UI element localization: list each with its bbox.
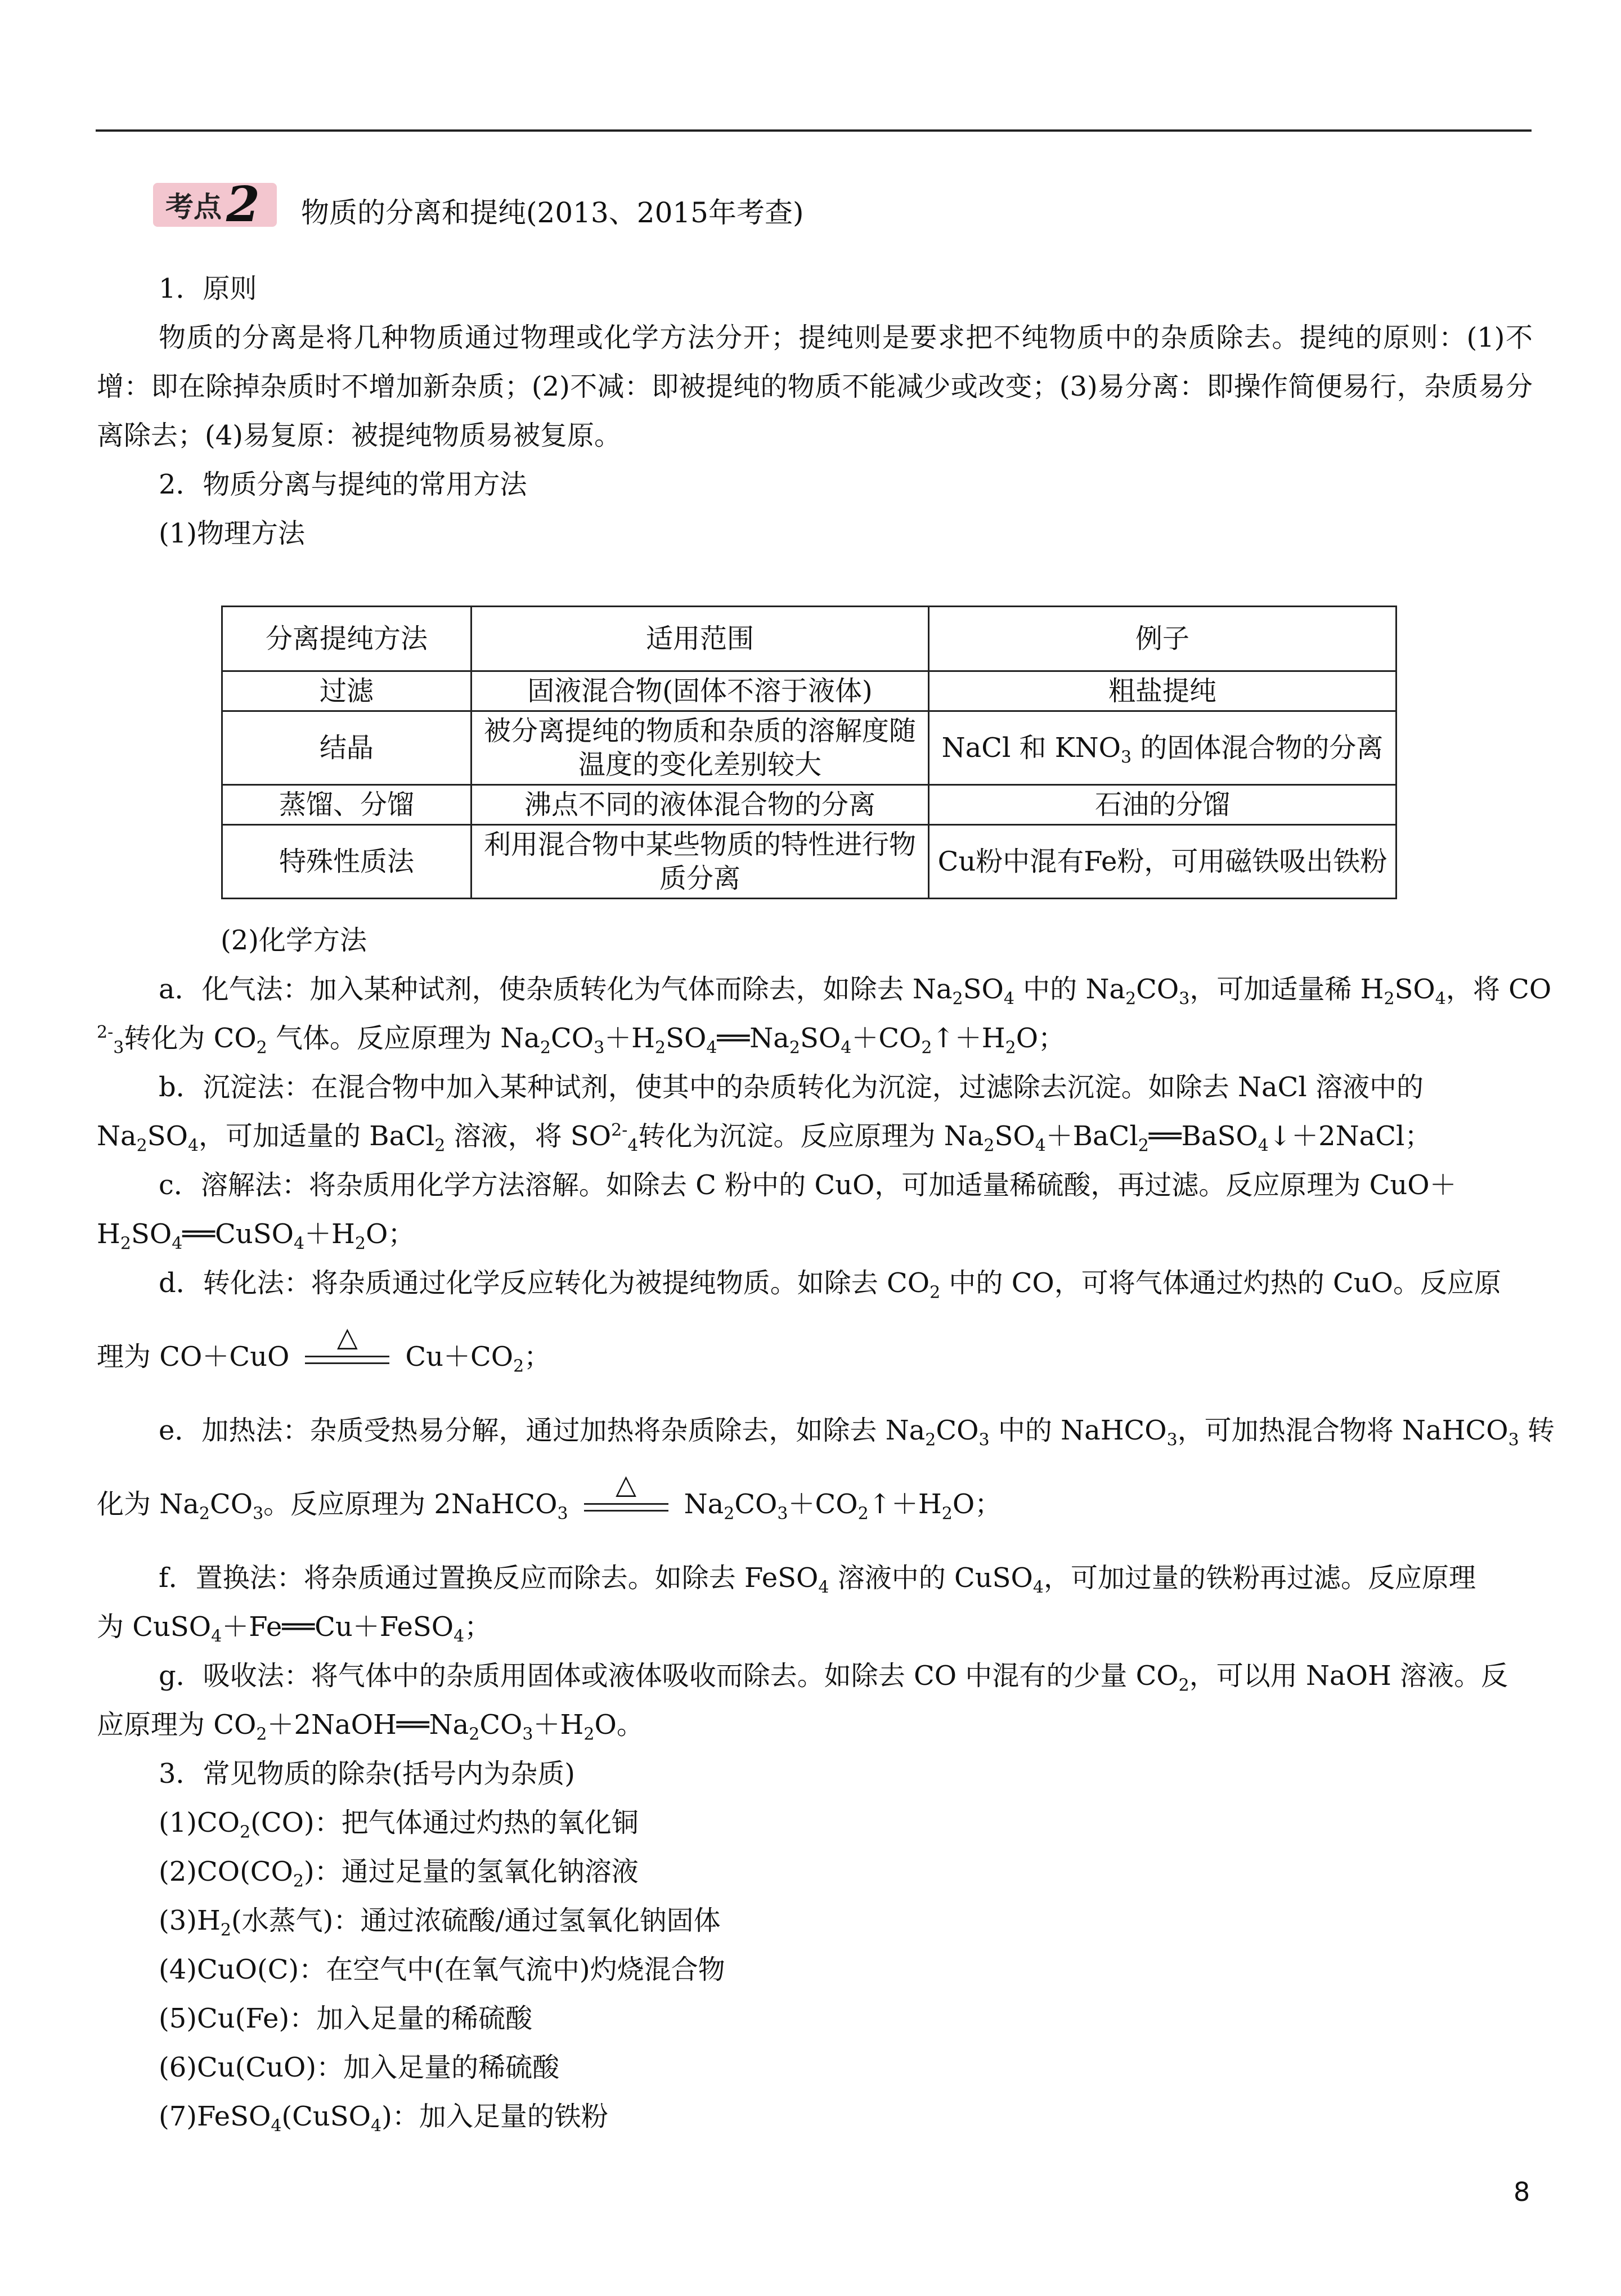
section-tag (153, 176, 277, 233)
method-d: d．转化法：将杂质通过化学反应转化为被提纯物质。如除去 $CO_2$ 中的 CO，可将气体通过灼热的 CuO。反应原 (159, 1267, 1502, 1303)
table-cell: 结晶 (222, 711, 472, 785)
list-item: $(3)H_2$(水蒸气)：通过浓硫酸/通过氢氧化钠固体 (159, 1905, 721, 1940)
section-title: 物质的分离和提纯(2013、2015年考查) (301, 196, 804, 229)
method-e: e．加热法：杂质受热易分解，通过加热将杂质除去，如除去 $Na_2CO_3$ 中的 NaHCO$_3$，可加热混合物将 NaHCO$_3$ 转 (159, 1415, 1555, 1450)
method-a-cont: $^{2-}_3$转化为 $CO_2$ 气体。反应原理为 $Na_2CO_3+H_2SO_4══Na_2SO_4+CO_2↑+H_2O$； (97, 1023, 1066, 1058)
table-row (222, 825, 1397, 899)
table-cell: 被分离提纯的物质和杂质的溶解度随温度的变化差别较大 (472, 711, 929, 785)
table-cell: 粗盐提纯 (929, 671, 1397, 711)
table-cell: 固液混合物(固体不溶于液体) (472, 671, 929, 711)
section-tag-number: 2 (226, 176, 260, 233)
heat-condition-symbol: △ (584, 1495, 668, 1518)
list-item: $(2)CO(CO_2)$：通过足量的氢氧化钠溶液 (159, 1856, 639, 1891)
method-b: b．沉淀法：在混合物中加入某种试剂，使其中的杂质转化为沉淀，过滤除去沉淀。如除去 NaCl 溶液中的 (159, 1071, 1424, 1103)
table-cell: 特殊性质法 (222, 825, 472, 899)
method-d-cont: 理为 CO＋CuO △ $Cu+CO_2$； (97, 1321, 551, 1376)
list-item: (6)Cu(CuO)：加入足量的稀硫酸 (159, 2052, 560, 2083)
method-e-cont: 化为 $Na_2CO_3$。反应原理为 2NaHCO$_3$ △ $Na_2CO_3+CO_2↑+H_2O$； (97, 1468, 1002, 1524)
heading-principle: 1．原则 (159, 273, 257, 304)
page-number: 8 (1514, 2177, 1530, 2207)
table-row (222, 711, 1397, 785)
document-body (97, 264, 1533, 558)
table-cell: 石油的分馏 (929, 785, 1397, 825)
table-header-cell: 适用范围 (472, 607, 929, 671)
heading-physical: (1)物理方法 (159, 518, 305, 549)
chemical-methods (97, 916, 1555, 2141)
methods-table-wrapper (221, 606, 1397, 899)
method-b-cont: $Na_2SO_4$，可加适量的 BaCl$_2$ 溶液，将 $SO^{2-}_4$转化为沉淀。反应原理为 $Na_2SO_4+BaCl_2══BaSO_4↓+2NaCl$； (97, 1120, 1432, 1156)
list-item: (4)CuO(C)：在空气中(在氧气流中)灼烧混合物 (159, 1954, 725, 1985)
header-rule (96, 129, 1532, 132)
methods-table (221, 606, 1397, 899)
table-header-cell: 分离提纯方法 (222, 607, 472, 671)
method-g: g．吸收法：将气体中的杂质用固体或液体吸收而除去。如除去 CO 中混有的少量 $CO_2$，可以用 NaOH 溶液。反 (159, 1660, 1508, 1696)
heading-methods: 2．物质分离与提纯的常用方法 (159, 469, 527, 500)
section-tag-label: 考点 (165, 191, 222, 223)
table-header-row (222, 607, 1397, 671)
table-cell: 蒸馏、分馏 (222, 785, 472, 825)
list-item: (7)FeSO$_4$(CuSO$_4$)：加入足量的铁粉 (159, 2101, 608, 2136)
list-item: (5)Cu(Fe)：加入足量的稀硫酸 (159, 2003, 533, 2034)
method-c: c．溶解法：将杂质用化学方法溶解。如除去 C 粉中的 CuO，可加适量稀硫酸，再过滤。反应原理为 CuO＋ (159, 1169, 1457, 1201)
list-item: $(1)CO_2(CO)$：把气体通过灼热的氧化铜 (159, 1807, 639, 1842)
table-cell: 过滤 (222, 671, 472, 711)
method-g-cont: 应原理为 $CO_2+2NaOH══Na_2CO_3+H_2O$。 (97, 1709, 644, 1745)
heading-chemical: (2)化学方法 (221, 925, 367, 956)
method-f-cont: 为 CuSO$_4$＋Fe══Cu＋FeSO$_4$； (97, 1611, 492, 1647)
table-cell: Cu粉中混有Fe粉，可用磁铁吸出铁粉 (929, 825, 1397, 899)
table-cell: 沸点不同的液体混合物的分离 (472, 785, 929, 825)
table-row (222, 785, 1397, 825)
method-a: a．化气法：加入某种试剂，使杂质转化为气体而除去，如除去 $Na_2SO_4$ 中的 $Na_2CO_3$，可加适量稀 $H_2SO_4$，将 CO (159, 974, 1552, 1009)
table-row (222, 671, 1397, 711)
method-f: f．置换法：将杂质通过置换反应而除去。如除去 FeSO$_4$ 溶液中的 CuSO$_4$，可加过量的铁粉再过滤。反应原理 (159, 1562, 1476, 1598)
method-c-cont: $H_2SO_4══CuSO_4+H_2O$； (97, 1218, 415, 1254)
table-header-cell: 例子 (929, 607, 1397, 671)
table-cell: 利用混合物中某些物质的特性进行物质分离 (472, 825, 929, 899)
principle-paragraph: 物质的分离是将几种物质通过物理或化学方法分开；提纯则是要求把不纯物质中的杂质除去。提纯的原则：(1)不增：即在除掉杂质时不增加新杂质；(2)不减：即被提纯的物质不能减少或改变；(3)易分离：即操作简便易行，杂质易分离除去；(4)易复原：被提纯物质易被复原。 (97, 322, 1533, 451)
heat-condition-symbol: △ (305, 1348, 389, 1370)
heading-impurity: 3．常见物质的除杂(括号内为杂质) (159, 1758, 575, 1790)
table-cell: NaCl 和 $KNO_3$ 的固体混合物的分离 (929, 711, 1397, 785)
